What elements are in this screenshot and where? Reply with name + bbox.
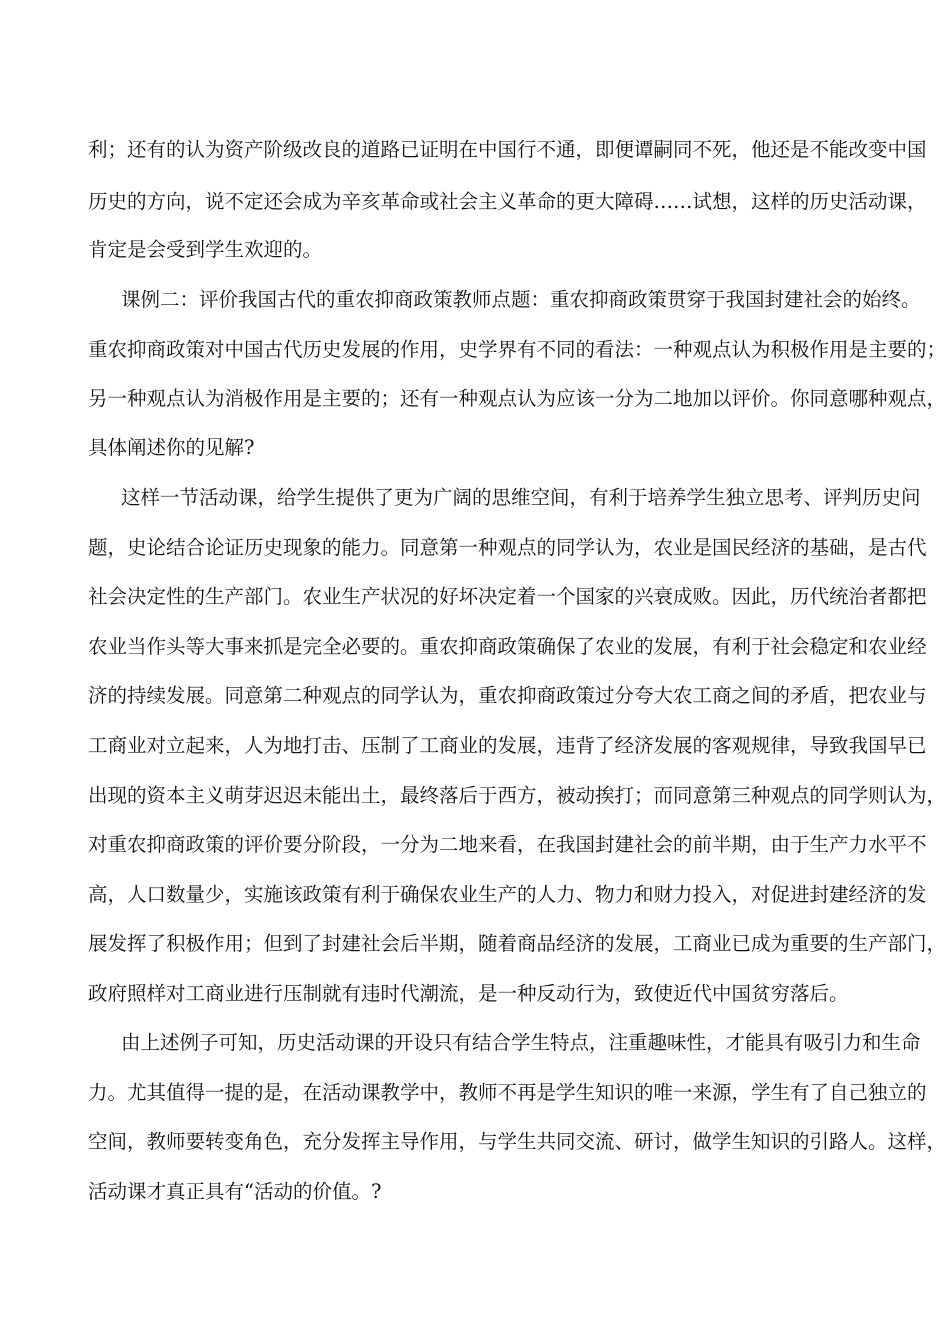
text-line: 活动课才真正具有“活动的价值。? [88, 1180, 382, 1203]
text-line: 题，史论结合论证历史现象的能力。同意第一种观点的同学认为，农业是国民经济的基础，是古代 [88, 536, 927, 559]
text-line: 高，人口数量少，实施该政策有利于确保农业生产的人力、物力和财力投入，对促进封建经济的发 [88, 883, 927, 906]
text-line: 政府照样对工商业进行压制就有违时代潮流，是一种反动行为，致使近代中国贫穷落后。 [88, 982, 849, 1005]
text-line: 空间，教师要转变角色，充分发挥主导作用，与学生共同交流、研讨，做学生知识的引路人。这样， [88, 1130, 947, 1153]
text-line: 展发挥了积极作用；但到了封建社会后半期，随着商品经济的发展，工商业已成为重要的生产部门， [88, 932, 947, 955]
text-line: 对重农抑商政策的评价要分阶段，一分为二地来看，在我国封建社会的前半期，由于生产力水平不 [88, 833, 927, 856]
text-line: 社会决定性的生产部门。农业生产状况的好坏决定着一个国家的兴衰成败。因此，历代统治者都把 [88, 585, 927, 608]
text-line: 由上述例子可知，历史活动课的开设只有结合学生特点，注重趣味性，才能具有吸引力和生命 [121, 1031, 921, 1054]
text-line: 这样一节活动课，给学生提供了更为广阔的思维空间，有利于培养学生独立思考、评判历史问 [121, 486, 921, 509]
text-line: 重农抑商政策对中国古代历史发展的作用，史学界有不同的看法：一种观点认为积极作用是主要的； [88, 338, 947, 361]
text-line: 课例二：评价我国古代的重农抑商政策教师点题：重农抑商政策贯穿于我国封建社会的始终。 [121, 288, 921, 311]
text-line: 具体阐述你的见解? [88, 436, 255, 459]
text-line: 利；还有的认为资产阶级改良的道路已证明在中国行不通，即便谭嗣同不死，他还是不能改变中国 [88, 138, 927, 161]
text-line: 工商业对立起来，人为地打击、压制了工商业的发展，违背了经济发展的客观规律，导致我国早已 [88, 734, 927, 757]
text-line: 济的持续发展。同意第二种观点的同学认为，重农抑商政策过分夸大农工商之间的矛盾，把农业与 [88, 684, 927, 707]
text-line: 肯定是会受到学生欢迎的。 [88, 238, 323, 261]
text-line: 农业当作头等大事来抓是完全必要的。重农抑商政策确保了农业的发展，有利于社会稳定和农业经 [88, 635, 927, 658]
text-line: 出现的资本主义萌芽迟迟未能出土，最终落后于西方，被动挨打；而同意第三种观点的同学则认为， [88, 784, 947, 807]
text-line: 另一种观点认为消极作用是主要的；还有一种观点认为应该一分为二地加以评价。你同意哪种观点， [88, 387, 947, 410]
text-line: 历史的方向，说不定还会成为辛亥革命或社会主义革命的更大障碍……试想，这样的历史活动课， [88, 190, 927, 213]
text-line: 力。尤其值得一提的是，在活动课教学中，教师不再是学生知识的唯一来源，学生有了自己独立的 [88, 1081, 927, 1104]
